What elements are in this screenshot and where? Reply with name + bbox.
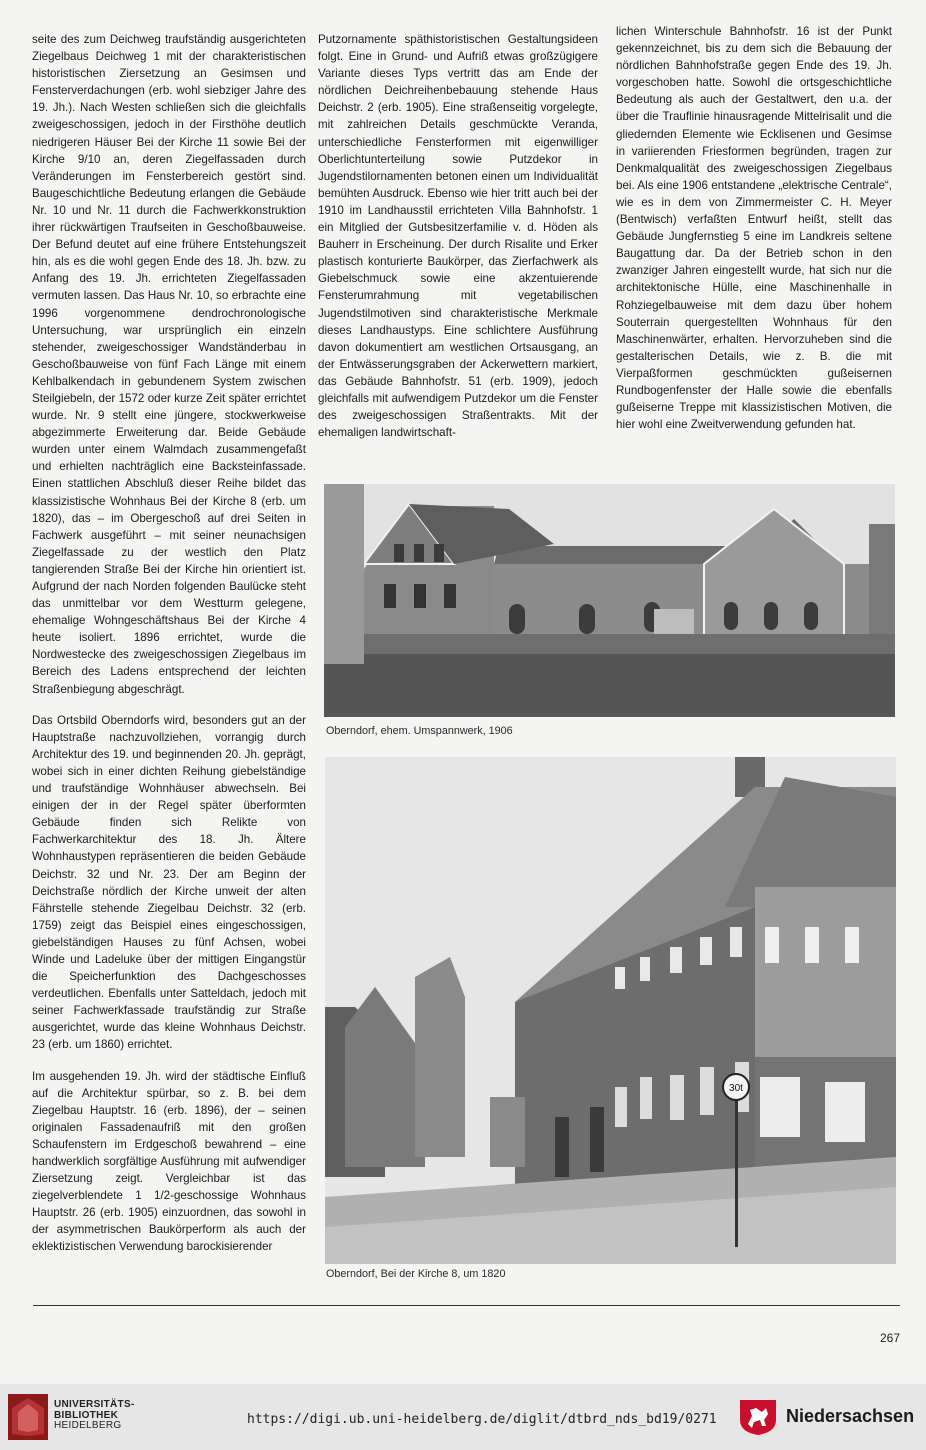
paragraph: Putzornamente späthistoristischen Gestaltungsideen folgt. Eine in Grund- und Aufriß etwas großzügigere Variante dieses Typs vertritt das am Ende der nördlichen Deichreihenbebauung stehende Haus Deichstr. 2 (erb. 1905). Eine straßenseitig vorgelegte, mit zahlreichen Details geschmückte Veranda, unterschiedliche Fensterformen mit eigenwilliger Oberlichtunterteilung sowie Putzdekor in Jugendstilornamenten betonen einen um Individualität bemühten Ausdruck. Ebenso wie hier tritt auch bei der 1910 im Landhausstil errichteten Villa Bahnhofstr. 1 ein Mitglied der Gutsbesitzerfamilie v. d. Höden als Bauherr in Erscheinung. Der durch Risalite und Erker plastisch konturierte Baukörper, das Zierfachwerk als Giebelschmuck sowie eine akzentuierende Fensterumrahmung mit vegetabilischen Jugendstilmotiven sind charakteristische Merkmale dieses Landhaustyps. Eine schlichtere Ausführung davon dokumentiert am westlichen Ortsausgang, an der Entwässerungsgraben der Ackerwettern markiert, das Gebäude Bahnhofstr. 51 (erb. 1909), jedoch gleichfalls mit aufwendigem Putzdekor um die Fenster des zweigeschossigen Straßentrakts. Mit der ehemaligen landwirtschaft- [318, 33, 598, 440]
paragraph: Im ausgehenden 19. Jh. wird der städtische Einfluß auf die Architektur spürbar, so z. B. bei dem Ziegelbau Hauptstr. 16 (erb. 1896), der – seinen originalen Fassadenaufriß mit den großen Schaufenstern im Erdgeschoß bewahrend – eine handwerklich sorgfältige Ausführung mit aufwendiger Ziersetzung zeigt. Vergleichbar ist das ziegelverblendete 1 1/2-geschossige Wohnhaus Hauptstr. 26 (erb. 1905) einzuordnen, das sowohl in der asymmetrischen Baukörperform als auch der eklektizistischen Verwendung barockisierender [32, 1069, 306, 1254]
photo-substation [324, 484, 895, 717]
region-logo-text: Niedersachsen [786, 1406, 915, 1426]
library-line-3: HEIDELBERG [54, 1420, 122, 1431]
speed-sign-text: 30t [729, 1083, 743, 1094]
text-column-3 [616, 23, 892, 447]
page-divider [33, 1305, 900, 1306]
university-seal-icon [8, 1394, 48, 1440]
photo-caption: Oberndorf, ehem. Umspannwerk, 1906 [326, 725, 513, 737]
paragraph: Das Ortsbild Oberndorfs wird, besonders gut an der Hauptstraße nachzuvollziehen, vorrangig durch Architektur des 19. und beginnenden 20. Jh. geprägt, wobei sich in einer dichten Reihung giebelständige und traufständige Wohnhäuser abwechseln. Bei einigen der in der Regel später überformten Gebäude finden sich Relikte von Fachwerkarchitektur des 18. Jh. Ältere Wohnhaustypen repräsentieren die beiden Gebäude Deichstr. 32 und Nr. 23. Der am Beginn der Deichstraße nördlich der Kirche unweit der alten Fährstelle stehende Ziegelbau Deichstr. 32 (erb. 1759) zeigt das Beispiel eines eingeschossigen, giebelständigen Hauses zu fünf Achsen, wobei Winde und Ladeluke über der mittigen Eingangstür die Speicherfunktion des Dachgeschosses verdeutlichen. Ebenfalls unter Satteldach, jedoch mit seiner Fachwerkfassade traufständig zur Straße ausgerichtet, wurde das kleine Wohnhaus Deichstr. 23 (erb. um 1860) errichtet. [32, 713, 306, 1052]
paragraph: seite des zum Deichweg traufständig ausgerichteten Ziegelbaus Deichweg 1 mit der charakteristischen historistischen Ziersetzung an Gesimsen und Fensterverdachungen (erb. wohl siebziger Jahre des 19. Jh.). Nach Westen schließen sich die gleichfalls zweigeschossigen, jedoch in der Firsthöhe deutlich niedrigeren Häuser Bei der Kirche 11 sowie Bei der Kirche 9/10 an, deren Ziegelfassaden durch Veränderungen im Fensterbereich gestört sind. Baugeschichtliche Bedeutung erlangen die Gebäude Nr. 10 und Nr. 11 durch die Fachwerkkonstruktion ihrer rückwärtigen Traufseiten in Geschoßbauweise. Der Befund deutet auf eine frühere Entstehungszeit hin, als es die wohl gegen Ende des 18. Jh. bzw. zu Anfang des 19. Jh. errichteten Ziegelfassaden vermuten lassen. Das Haus Nr. 10, so erbrachte eine 1996 vorgenommene dendrochronologische Untersuchung, war ursprünglich ein einzeln stehender, zweigeschossiger Wandständerbau in Geschoßbauweise von fünf Fach Länge mit einem Kehlbalkendach in gebundenem System zwischen Steilgiebeln, der 1572 oder kurze Zeit später errichtet wurde. Nr. 9 stellt eine jüngere, stockwerkweise abgezimmerte Erweiterung dar. Beide Gebäude wurden unter einem Walmdach zusammengefaßt und erhielten nachträglich eine Backsteinfassade. Einen stattlichen Abschluß dieser Reihe bildet das klassizistische Wohnhaus Bei der Kirche 8 (erb. um 1820), das – im Obergeschoß auf drei Seiten in Fachwerk ausgeführt – mit seiner neunachsigen Ziegelfassade zu der westlich den Platz tangierenden Straße Bei der Kirche hin orientiert ist. Aufgrund der nach Norden folgenden Baulücke steht das unmittelbar vor dem Westturm gelegene, ehemalige Wohngeschäftshaus Bei der Kirche 4 heute isoliert. 1896 errichtet, wurde die Nordwestecke des zweigeschossigen Ziegelbaus im Bereich des Ladens entsprechend der leichten Straßenbiegung abgeschrägt. [32, 33, 306, 696]
paragraph: lichen Winterschule Bahnhofstr. 16 ist der Punkt gekennzeichnet, bis zu dem sich die Bebauung der nördlichen Bahnhofstraße gegen Ende des 19. Jh. vorgeschoben hatte. Sowohl die ortsgeschichtliche Bedeutung als auch der Gestaltwert, den u.a. der über die Trauflinie hinausragende Mittelrisalit und die gliedernden Elemente wie Ecklisenen und Gesimse in variierenden Friesformen begründen, tragen zur Denkmalqualität des zweigeschossigen Ziegelbaus bei. Als eine 1906 entstandene „elektrische Centrale“, wie es in dem von Zimmermeister C. H. Meyer (Bentwisch) verfaßten Entwurf heißt, stellt das Gebäude Jungfernstieg 5 eine im Landkreis seltene Baugattung dar. Da der Betrieb schon in den zwanziger Jahren eingestellt wurde, hat sich nur die architektonische Hülle, eine Maschinenhalle in Rohziegelbauweise mit dem dazu über hohem Souterrain quergestellten Wohnhaus für den Maschinenwärter, erhalten. Hervorzuheben sind die gestalterischen Details, wie z. B. die mit Vierpaßformen geschmückten gußeisernen Rundbogenfenster der Halle sowie die ebenfalls gußeiserne Treppe mit klassizistischen Motiven, die hier wohl eine Zweitverwendung gefunden hat. [616, 25, 892, 432]
library-name [54, 1400, 135, 1432]
text-column-2 [318, 31, 598, 455]
text-column-1 [32, 31, 306, 1270]
footer-bar [0, 1384, 926, 1450]
niedersachsen-horse-icon [738, 1398, 778, 1436]
document-url[interactable]: https://digi.ub.uni-heidelberg.de/diglit/dtbrd_nds_bd19/0271 [247, 1412, 717, 1427]
library-line-2: BIBLIOTHEK [54, 1409, 119, 1421]
photo-caption: Oberndorf, Bei der Kirche 8, um 1820 [326, 1268, 506, 1280]
page-number: 267 [879, 1331, 900, 1345]
photo-street [325, 757, 896, 1264]
library-line-1: UNIVERSITÄTS- [54, 1399, 135, 1410]
